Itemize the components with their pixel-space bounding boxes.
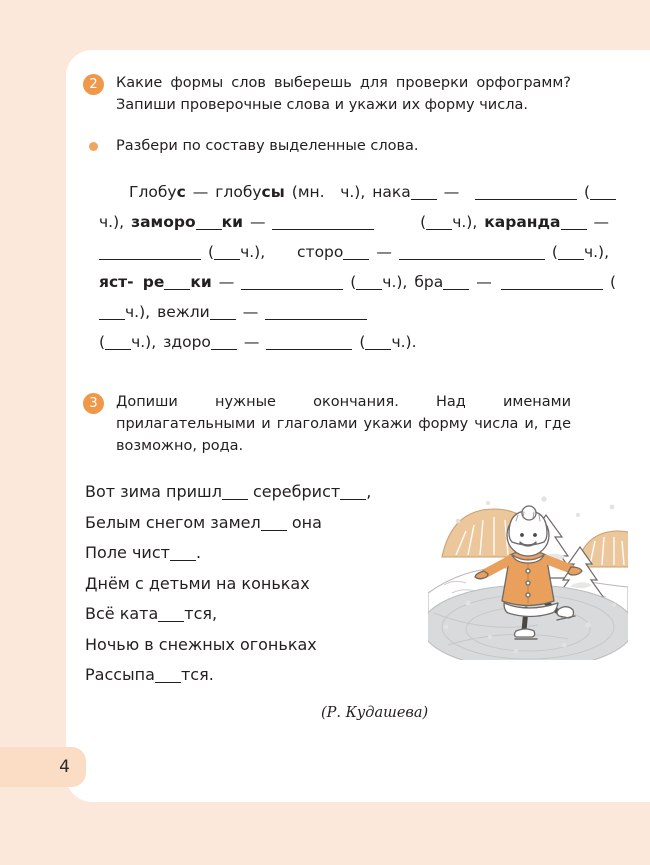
word-zamorozki-b: ки [221,213,243,231]
paren-ch: ч.), [382,273,408,291]
winter-skating-illustration-icon [428,485,628,660]
paren-open: ( [359,333,366,351]
blank-input[interactable] [475,186,577,200]
poem-and-illustration [83,477,622,721]
blank-input[interactable] [365,336,391,350]
poem-line-2-b: она [286,512,322,532]
word-globus-ending: с [176,183,186,201]
page-number-tab [0,747,86,787]
blank-input[interactable] [99,306,125,320]
poem-line-1-c: , [366,482,372,501]
blank-input[interactable] [170,547,196,561]
word-storozh: сторо [297,243,344,261]
word-globus-stem: Глобу [129,183,177,201]
blank-input[interactable] [426,216,452,230]
blank-input[interactable] [261,517,287,531]
blank-input[interactable] [105,336,131,350]
page-number: 4 [59,757,70,777]
blank-input[interactable] [558,246,584,260]
paren-ch: ч.), [125,303,151,321]
exercise-2-instruction: Какие формы слов выберешь для проверки орфограмм? Запиши проверочные слова и укажи их форму числа. [116,75,571,113]
exercise-2-answer-lines [83,177,622,357]
poem-line-3 [85,538,415,569]
exercise-number-badge-3: 3 [83,393,104,414]
paren-open: ( [551,243,558,261]
dash-9: — [243,333,260,351]
word-yastreb-c: ки [190,273,212,291]
blank-input[interactable] [266,336,352,350]
exercise-3 [83,391,622,721]
dash-6: — [218,273,235,291]
exercise-number-badge-2: 2 [83,74,104,95]
blank-input[interactable] [222,486,248,500]
word-karandash: каранда [484,213,561,231]
poem-line-1-b: серебрист [247,482,341,501]
poem-attribution: (Р. Кудашева) [321,704,429,721]
dash-7: — [476,273,492,291]
word-yastreb-a: яст- [99,273,134,291]
blank-input[interactable] [399,246,545,260]
blank-input[interactable] [155,669,181,683]
blank-input[interactable] [210,306,236,320]
page-content [66,50,650,802]
blank-input[interactable] [443,276,469,290]
word-brat: бра [414,273,444,291]
exercise-2 [83,72,622,116]
exercise-2-last-line [99,327,616,357]
blank-input[interactable] [356,276,382,290]
poem-line-7-a: Рассыпа [85,665,155,684]
blank-input[interactable] [211,336,237,350]
poem-line-3-b: . [195,543,202,562]
paren-open: ( [609,273,616,291]
paren-ch: ч.), [99,213,125,231]
paren-open: ( [208,243,215,261]
poem-line-7-b: тся. [180,665,214,684]
paren-ch: ч.), [131,333,157,351]
blank-input[interactable] [340,486,366,500]
dash-2: — [443,183,460,201]
poem-text [85,477,415,691]
blank-input[interactable] [241,276,343,290]
paren-open: ( [583,183,590,201]
word-globusy-stem: глобу [215,183,262,201]
exercise-2-subtask-text: Разбери по составу выделенные слова. [116,138,419,154]
word-yastreb-b: ре [142,273,165,291]
word-zamorozki-a: заморо [131,213,196,231]
dash-4: — [593,213,609,231]
paren-plural-label: (мн. ч.), [291,183,366,201]
blank-input[interactable] [164,276,190,290]
paren-open: ( [99,333,106,351]
poem-line-5-b: тся, [184,604,218,623]
blank-input[interactable] [411,186,437,200]
dash-8: — [242,303,259,321]
poem-line-6: Ночью в снежных огоньках [85,634,317,654]
poem-line-2 [85,508,415,539]
blank-input[interactable] [343,246,369,260]
blank-input[interactable] [158,608,184,622]
bullet-dot-icon [89,142,98,151]
poem-line-2-a: Белым снегом замел [85,512,261,532]
dash-1: — [192,183,209,201]
blank-input[interactable] [501,276,603,290]
paren-ch-end: ч.). [391,333,417,351]
word-naka: нака [372,183,411,201]
exercise-2-subtask [83,135,622,157]
poem-line-5-a: Всё ката [85,604,159,623]
dash-3: — [249,213,266,231]
blank-input[interactable] [99,246,201,260]
dash-5: — [376,243,392,261]
blank-input[interactable] [272,216,374,230]
blank-input[interactable] [265,306,367,320]
paren-open: ( [420,213,427,231]
poem-line-3-a: Поле чист [85,543,170,562]
paren-open: ( [350,273,357,291]
word-zdorov: здоро [163,333,211,351]
poem-line-1 [85,477,415,508]
paren-ch: ч.), [240,243,266,261]
poem-line-5 [85,599,415,630]
poem-line-1-a: Вот зима пришл [85,482,222,501]
blank-input[interactable] [590,186,616,200]
workbook-page-sheet [66,50,650,802]
blank-input[interactable] [196,216,222,230]
word-vezhliv: вежли [157,303,210,321]
poem-line-4: Днём с детьми на коньках [85,573,310,593]
word-globusy-ending: сы [261,183,285,201]
paren-ch: ч.), [583,243,609,261]
paren-ch: ч.), [452,213,478,231]
exercise-3-header [83,391,622,457]
blank-input[interactable] [214,246,240,260]
poem-line-7 [85,660,415,691]
exercise-3-instruction: Допиши нужные окончания. Над именами прилагательными и глаголами укажи форму числа и, где возможно, рода. [116,394,571,454]
blank-input[interactable] [561,216,587,230]
